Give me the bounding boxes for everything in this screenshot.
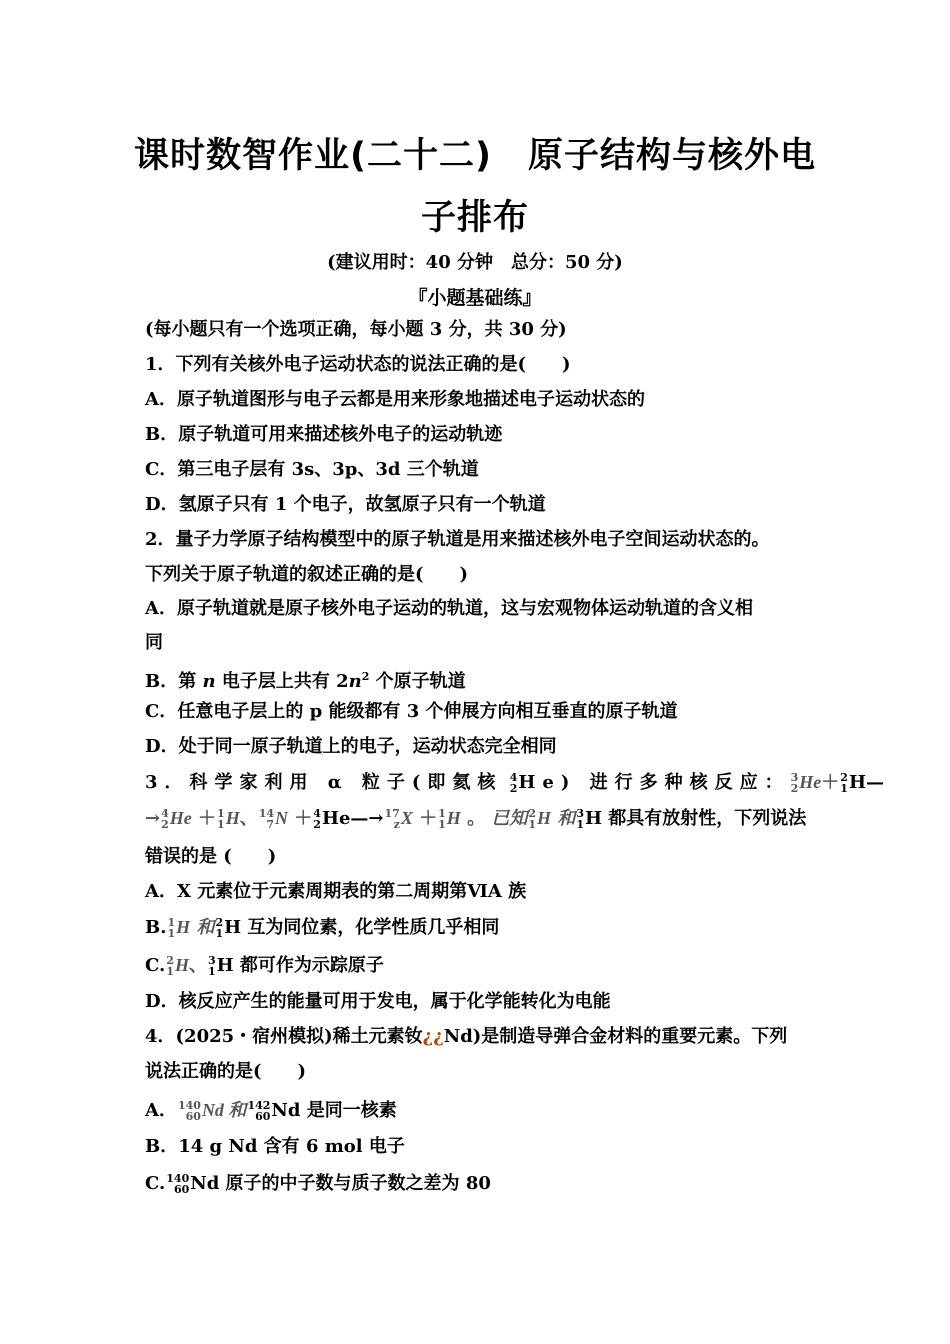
instruction: (每小题只有一个选项正确，每小题 3 分，共 30 分)	[145, 319, 567, 340]
q3-stem-1: 3．科学家利用 α 粒子(即氦核 4 2 He) 进行多种核反应： 3 2 He＋ 2 1 H—	[145, 771, 884, 795]
q3-stem-2: → 4 2 He ＋ 1 1 H、 14 7 N ＋ 4 2 He—→ 17 z X ＋ 1 1 H 。 已知 2 1 H 和 3 1 H 都具有放射性，下列说法	[145, 807, 807, 831]
page-title-line2: 子排布	[420, 198, 529, 238]
q2-option-c: C．任意电子层上的 p 能级都有 3 个伸展方向相互垂直的原子轨道	[145, 701, 678, 722]
section-heading: 『小题基础练』	[408, 287, 542, 309]
q1-stem: 1．下列有关核外电子运动状态的说法正确的是( )	[145, 354, 571, 375]
q3-option-b: B. 1 1 H 和 2 1 H 互为同位素，化学性质几乎相同	[145, 916, 500, 940]
q4-option-c: C. 140 60 Nd 原子的中子数与质子数之差为 80	[145, 1172, 491, 1196]
time-score-note: (建议用时：40 分钟 总分：50 分)	[327, 252, 623, 273]
q3-option-d: D．核反应产生的能量可用于发电，属于化学能转化为电能	[145, 991, 611, 1012]
q2-option-a-1: A．原子轨道就是原子核外电子运动的轨道，这与宏观物体运动轨道的含义相	[145, 598, 753, 619]
q1-option-b: B．原子轨道可用来描述核外电子的运动轨迹	[145, 424, 503, 445]
q2-stem-1: 2．量子力学原子结构模型中的原子轨道是用来描述核外电子空间运动状态的。	[145, 529, 770, 550]
q2-option-a-2: 同	[145, 632, 163, 653]
q1-option-a: A．原子轨道图形与电子云都是用来形象地描述电子运动状态的	[145, 389, 645, 410]
q2-stem-2: 下列关于原子轨道的叙述正确的是( )	[145, 564, 469, 585]
page-title-line1: 课时数智作业(二十二) 原子结构与核外电	[134, 136, 816, 176]
q3-option-c: C. 2 1 H、 3 1 H 都可作为示踪原子	[145, 954, 384, 978]
q4-option-a: A． 140 60 Nd 和 142 60 Nd 是同一核素	[145, 1099, 397, 1123]
q2-option-b: B．第 n 电子层上共有 $2n^2$ 个原子轨道	[145, 670, 466, 692]
q3-stem-3: 错误的是 ( )	[145, 846, 277, 867]
q4-stem-2: 说法正确的是( )	[145, 1061, 307, 1082]
q4-stem-1: 4．(2025・宿州模拟)稀土元素钕¿¿Nd)是制造导弹合金材料的重要元素。下列	[145, 1026, 788, 1047]
q4-option-b: B．14 g Nd 含有 6 mol 电子	[145, 1136, 405, 1157]
q1-option-c: C．第三电子层有 3s、3p、3d 三个轨道	[145, 459, 479, 480]
q3-option-a: A．X 元素位于元素周期表的第二周期第ⅥA 族	[145, 881, 527, 902]
q1-option-d: D．氢原子只有 1 个电子，故氢原子只有一个轨道	[145, 494, 546, 515]
q2-option-d: D．处于同一原子轨道上的电子，运动状态完全相同	[145, 736, 557, 757]
